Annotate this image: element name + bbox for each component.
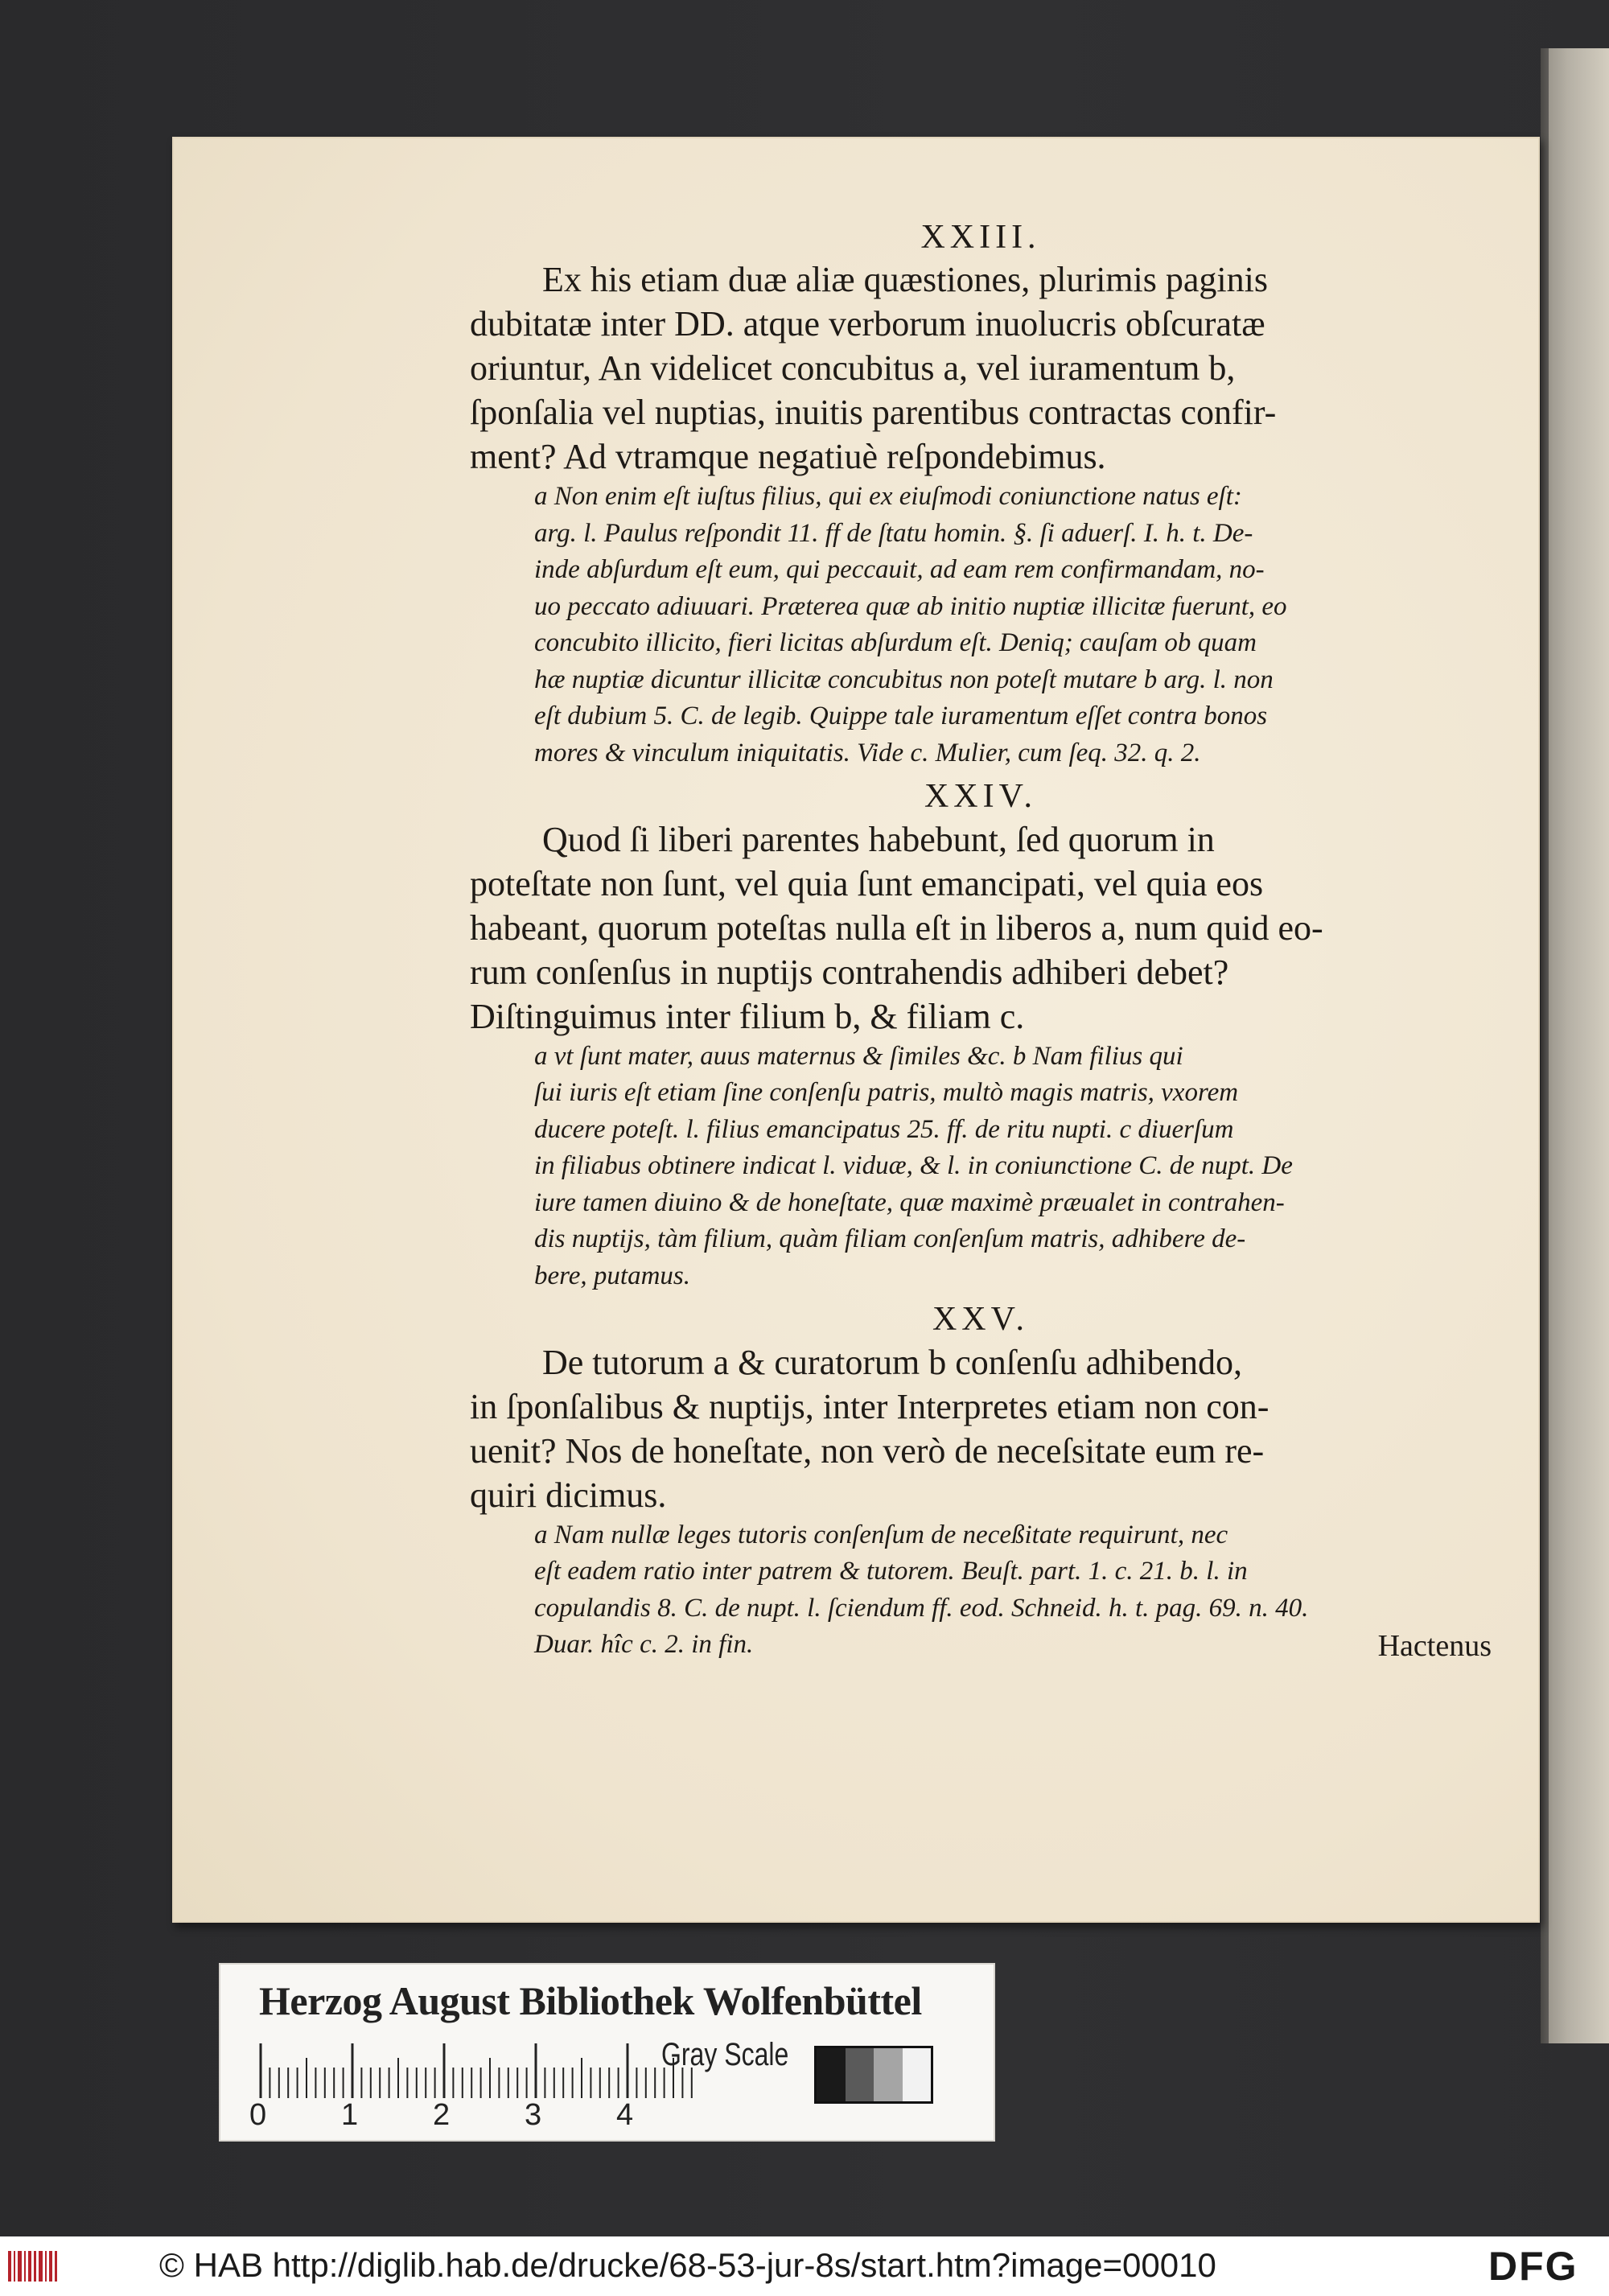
- note-line: ſui iuris eſt etiam ſine conſenſu patris, multò magis matris, vxorem: [534, 1078, 1239, 1108]
- body-line: rum conſenſus in nuptijs contrahendis adhiberi debet?: [470, 952, 1229, 992]
- page-edge-highlight: [1549, 48, 1609, 2043]
- gray-swatch: [903, 2048, 932, 2101]
- section-heading: XXV.: [932, 1301, 1030, 1339]
- note-line: hæ nuptiæ dicuntur illicitæ concubitus non poteſt mutare b arg. l. non: [534, 665, 1274, 694]
- footer-bar: [0, 2236, 1609, 2296]
- body-line: Quod ſi liberi parentes habebunt, ſed quorum in: [542, 819, 1215, 859]
- note-line: eſt dubium 5. C. de legib. Quippe tale iuramentum eſſet contra bonos: [534, 702, 1268, 731]
- gray-swatch: [874, 2048, 903, 2101]
- dfg-logo: DFG: [1488, 2244, 1578, 2289]
- note-line: a Non enim eſt iuſtus filius, qui ex eiuſmodi coniunctione natus eſt:: [534, 482, 1242, 512]
- note-line: mores & vinculum iniquitatis. Vide c. Mulier, cum ſeq. 32. q. 2.: [534, 738, 1201, 767]
- ruler-number: 3: [525, 2098, 542, 2132]
- library-name: Herzog August Bibliothek Wolfenbüttel: [259, 1978, 922, 2023]
- gray-scale-label: Gray Scale: [661, 2037, 789, 2072]
- note-line: copulandis 8. C. de nupt. l. ſciendum ff. eod. Schneid. h. t. pag. 69. n. 40.: [534, 1593, 1309, 1623]
- note-line: Duar. hîc c. 2. in fin.: [534, 1630, 754, 1660]
- body-line: oriuntur, An videlicet concubitus a, vel iuramentum b,: [470, 348, 1236, 389]
- body-line: quiri dicimus.: [470, 1475, 667, 1515]
- section-heading: XXIII.: [920, 219, 1041, 256]
- note-line: a Nam nullæ leges tutoris conſenſum de neceßitate requirunt, nec: [534, 1520, 1228, 1549]
- ruler-number: 0: [249, 2098, 267, 2132]
- note-line: a vt ſunt mater, auus maternus & ſimiles &c. b Nam filius qui: [534, 1041, 1183, 1071]
- note-line: concubito illicito, fieri licitas abſurdum eſt. Deniq; cauſam ob quam: [534, 628, 1257, 658]
- section-heading: XXIV.: [924, 778, 1038, 816]
- barcode-icon: [6, 2248, 63, 2285]
- body-line: Diſtinguimus inter filium b, & filiam c.: [470, 996, 1025, 1036]
- note-line: inde abſurdum eſt eum, qui peccauit, ad eam rem confirmandam, no-: [534, 555, 1265, 585]
- section-body: [470, 257, 1492, 479]
- section-body: [470, 1340, 1492, 1517]
- page-text-block: [470, 217, 1492, 1664]
- body-line: De tutorum a & curatorum b conſenſu adhibendo,: [542, 1342, 1242, 1382]
- note-line: dis nuptijs, tàm filium, quàm filiam conſenſum matris, adhibere de-: [534, 1224, 1246, 1254]
- note-line: eſt eadem ratio inter patrem & tutorem. Beuſt. part. 1. c. 21. b. l. in: [534, 1557, 1248, 1586]
- footer-link-text[interactable]: [159, 2246, 1216, 2285]
- body-line: ment? Ad vtramque negatiuè reſpondebimus.: [470, 437, 1106, 477]
- body-line: habeant, quorum poteſtas nulla eſt in liberos a, num quid eo-: [470, 907, 1323, 948]
- note-line: in filiabus obtinere indicat l. viduæ, & l. in coniunctione C. de nupt. De: [534, 1151, 1293, 1181]
- ruler-number: 1: [341, 2098, 359, 2132]
- section-body: [470, 817, 1492, 1039]
- adjacent-page-edge: [1541, 48, 1609, 2043]
- note-line: bere, putamus.: [534, 1261, 691, 1290]
- ruler-ticks: [259, 2043, 693, 2100]
- body-line: in ſponſalibus & nuptijs, inter Interpretes etiam non con-: [470, 1386, 1270, 1426]
- note-line: arg. l. Paulus reſpondit 11. ff de ſtatu homin. §. ſi aduerſ. I. h. t. De-: [534, 518, 1253, 548]
- ruler-number: 4: [616, 2098, 634, 2132]
- note-line: iure tamen diuino & de honeſtate, quæ maximè præualet in contrahen-: [534, 1187, 1285, 1217]
- body-line: poteſtate non ſunt, vel quia ſunt emancipati, vel quia eos: [470, 863, 1264, 903]
- scale-card: [219, 1963, 995, 2142]
- note-line: ducere poteſt. l. filius emancipatus 25. ff. de ritu nupti. c diuerſum: [534, 1114, 1234, 1144]
- body-line: dubitatæ inter DD. atque verborum inuolucris obſcuratæ: [470, 304, 1265, 344]
- gray-swatch: [846, 2048, 874, 2101]
- section-notes: [470, 479, 1492, 772]
- copyright-link[interactable]: © HAB http://diglib.hab.de/drucke/68-53-jur-8s/start.htm?image=00010: [159, 2246, 1216, 2284]
- catchword: Hactenus: [1377, 1628, 1492, 1663]
- body-line: uenit? Nos de honeſtate, non verò de neceſsitate eum re-: [470, 1430, 1265, 1471]
- body-line: ſponſalia vel nuptias, inuitis parentibus contractas confir-: [470, 393, 1277, 433]
- book-page: [172, 137, 1540, 1923]
- gray-scale-swatches: [814, 2046, 933, 2104]
- section-notes: [470, 1039, 1492, 1295]
- ruler-number: 2: [433, 2098, 451, 2132]
- gray-swatch: [817, 2048, 846, 2101]
- body-line: Ex his etiam duæ aliæ quæstiones, plurimis paginis: [542, 260, 1268, 300]
- note-line: uo peccato adiuuari. Præterea quæ ab initio nuptiæ illicitæ fuerunt, eo: [534, 591, 1287, 621]
